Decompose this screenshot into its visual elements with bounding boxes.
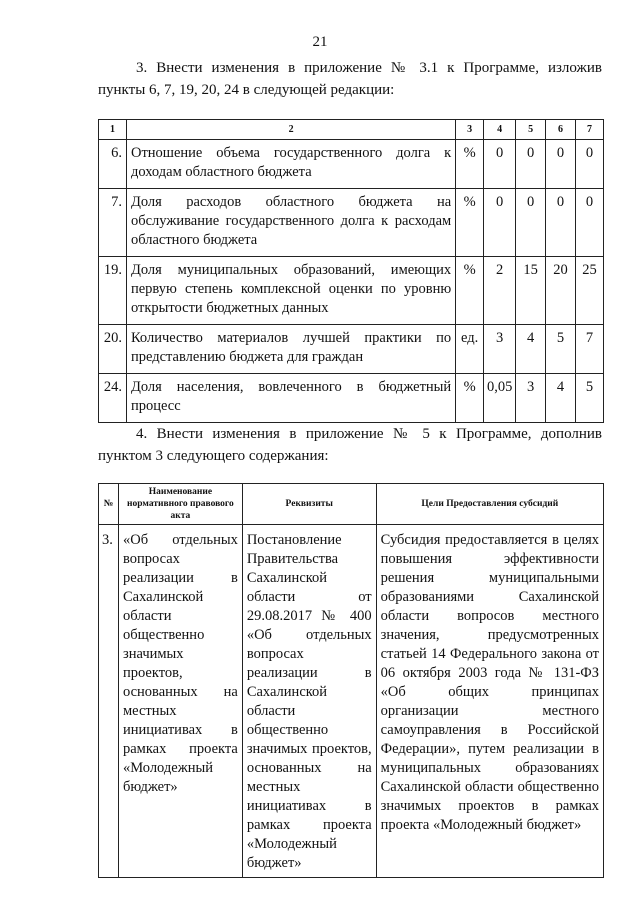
- table-row: [99, 325, 604, 374]
- paragraph-4-line-2: пунктом 3 следующего содержания:: [98, 448, 329, 464]
- indicators-table: [98, 119, 604, 423]
- row-value: 4: [546, 374, 576, 423]
- row-value: 0: [546, 140, 576, 189]
- row-value: 0: [516, 189, 546, 257]
- row-unit: %: [456, 189, 484, 257]
- row-value: 0,05: [484, 374, 516, 423]
- paragraph-3-line-1: 3. Внести изменения в приложение № 3.1 к Программе, изложив: [136, 60, 602, 76]
- header-cell: Реквизиты: [242, 484, 376, 525]
- row-number: 6.: [99, 140, 127, 189]
- table-row: [99, 189, 604, 257]
- row-description: Отношение объема государственного долга к доходам областного бюджета: [126, 140, 455, 189]
- header-cell: №: [99, 484, 119, 525]
- row-value: 3: [516, 374, 546, 423]
- table-row: [99, 525, 604, 878]
- paragraph-3-line-2: пункты 6, 7, 19, 20, 24 в следующей редакции:: [98, 82, 395, 98]
- header-cell: Наименование нормативного правового акта: [118, 484, 242, 525]
- row-value: 20: [546, 257, 576, 325]
- legal-acts-table: [98, 483, 604, 878]
- row-number: 7.: [99, 189, 127, 257]
- row-value: 25: [575, 257, 603, 325]
- header-cell: 3: [456, 120, 484, 140]
- row-number: 20.: [99, 325, 127, 374]
- act-requisites: Постановление Правительства Сахалинской области от 29.08.2017 № 400 «Об отдельных вопросах реализации в Сахалинской области общественно значимых проектов, основанных на местных инициативах в рамках проекта «Молодежный бюджет»: [242, 525, 376, 878]
- header-cell: 6: [546, 120, 576, 140]
- act-name: «Об отдельных вопросах реализации в Сахалинской области общественно значимых проектов, основанных на местных инициативах в рамках проекта «Молодежный бюджет»: [118, 525, 242, 878]
- table-header-row: [99, 484, 604, 525]
- header-cell: 5: [516, 120, 546, 140]
- row-value: 5: [575, 374, 603, 423]
- row-unit: %: [456, 374, 484, 423]
- paragraph-4-line-1: 4. Внести изменения в приложение № 5 к Программе, дополнив: [136, 426, 602, 442]
- row-value: 0: [484, 189, 516, 257]
- paragraph-4: [98, 423, 602, 467]
- row-value: 0: [516, 140, 546, 189]
- row-value: 0: [575, 189, 603, 257]
- row-description: Количество материалов лучшей практики по представлению бюджета для граждан: [126, 325, 455, 374]
- row-value: 3: [484, 325, 516, 374]
- row-value: 0: [575, 140, 603, 189]
- row-number: 19.: [99, 257, 127, 325]
- table-row: [99, 257, 604, 325]
- header-cell: 4: [484, 120, 516, 140]
- row-description: Доля муниципальных образований, имеющих первую степень комплексной оценки по уровню открытости бюджетных данных: [126, 257, 455, 325]
- table-row: [99, 374, 604, 423]
- row-value: 2: [484, 257, 516, 325]
- header-cell: 7: [575, 120, 603, 140]
- row-value: 4: [516, 325, 546, 374]
- row-value: 7: [575, 325, 603, 374]
- header-cell: Цели Предоставления субсидий: [376, 484, 603, 525]
- row-value: 0: [484, 140, 516, 189]
- page-number: 21: [312, 34, 328, 50]
- table-row: [99, 140, 604, 189]
- header-cell: 2: [126, 120, 455, 140]
- row-unit: ед.: [456, 325, 484, 374]
- row-unit: %: [456, 140, 484, 189]
- row-number: 3.: [99, 525, 119, 878]
- row-description: Доля населения, вовлеченного в бюджетный процесс: [126, 374, 455, 423]
- row-unit: %: [456, 257, 484, 325]
- row-value: 5: [546, 325, 576, 374]
- subsidy-goals: Субсидия предоставляется в целях повышения эффективности решения муниципальными образованиями Сахалинской области вопросов местного значения, предусмотренных статьей 14 Федерального закона от 06 октября 2003 года № 131-ФЗ «Об общих принципах организации местного самоуправления в Российской Федерации», путем реализации в муниципальных образованиях Сахалинской области общественно значимых проектов в рамках проекта «Молодежный бюджет»: [376, 525, 603, 878]
- table-header-row: [99, 120, 604, 140]
- row-number: 24.: [99, 374, 127, 423]
- row-value: 15: [516, 257, 546, 325]
- row-value: 0: [546, 189, 576, 257]
- row-description: Доля расходов областного бюджета на обслуживание государственного долга к расходам областного бюджета: [126, 189, 455, 257]
- paragraph-3: [98, 57, 602, 101]
- header-cell: 1: [99, 120, 127, 140]
